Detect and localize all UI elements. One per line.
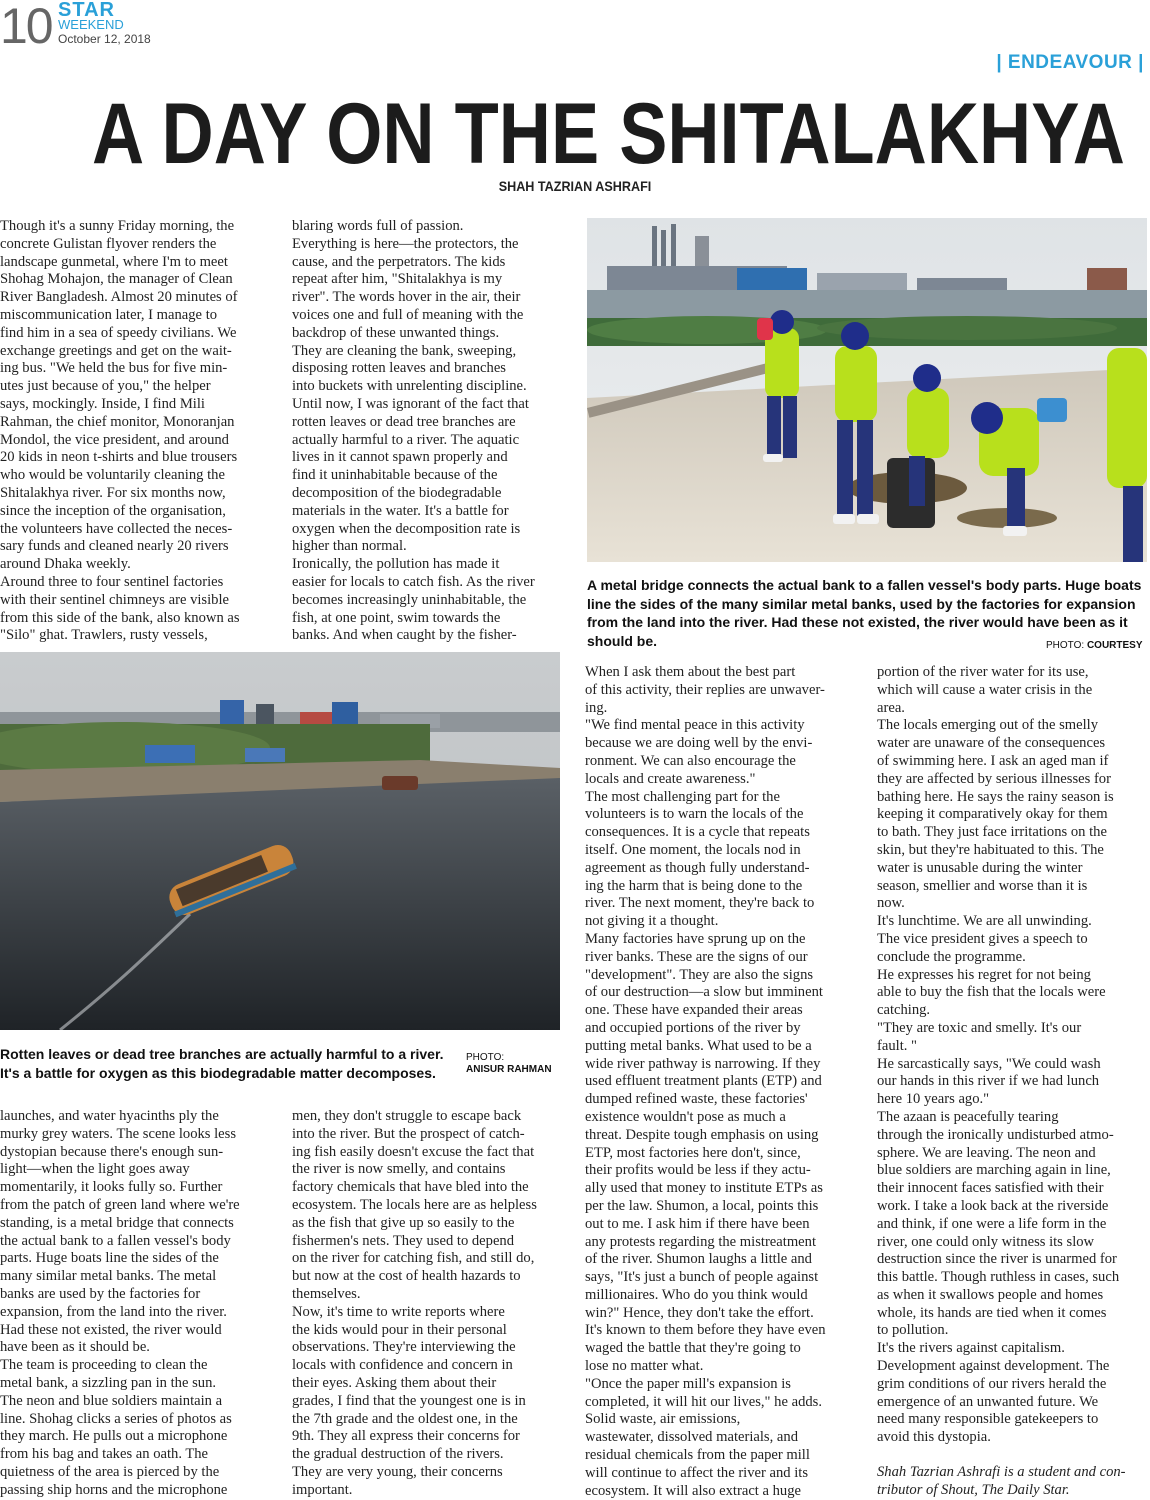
top-photo-caption: A metal bridge connects the actual bank to a fallen vessel's body parts. Huge boats line the sides of the many similar metal banks, used by the factories for expansion from the land into the river. Had these not existed, the river would have been as it should be. <box>587 577 1142 649</box>
brand-subtitle: WEEKEND <box>58 17 124 32</box>
publication-brand <box>58 0 151 45</box>
byline: SHAH TAZRIAN ASHRAFI <box>498 178 652 194</box>
river-photo-illustration <box>0 652 560 1030</box>
author-bio: Shah Tazrian Ashrafi is a student and con- tributor of Shout, The Daily Star. <box>877 1464 1126 1498</box>
river-photo-credit-label: PHOTO: <box>466 1052 505 1063</box>
brand-name: STAR <box>58 0 115 21</box>
section-label: | ENDEAVOUR | <box>996 52 1144 73</box>
river-boat-photo <box>0 652 560 1030</box>
top-photo-credit-name: COURTESY <box>1086 640 1143 651</box>
river-photo-caption: Rotten leaves or dead tree branches are actually harmful to a river. It's a battle for oxygen as this biodegradable matter decomposes. <box>0 1046 444 1081</box>
page-number: 10 <box>0 0 52 54</box>
article-column-3: When I ask them about the best part of this activity, their replies are unwaver- ing. "We find mental peace in this activity because we are doing well by the envi- ronment. We can also encourage the locals and create awareness." The most challenging part for the volunteers is to warn the locals of the consequences. It is a cycle that repeats itself. One moment, the locals nod in agreement as though fully understand- ing the harm that is being done to the river. The next moment, they're back to not giving it a thought. Many factories have sprung up on the river banks. These are the signs of our "development". They are also the signs of our destruction—a slow but imminent one. These have expanded their areas and occupied portions of the river by putting metal banks. What used to be a wide river pathway is narrowing. If they used effluent treatment plants (ETP) and dumped refined waste, these factories' existence wouldn't pose as much a threat. Despite tough emphasis on using ETP, most factories here don't, since, their profits would be less if they actu- ally used that money to institute ETPs as per the law. Shumon, a local, points this out to me. I ask him if there have been any protests regarding the mistreatment of the river. Shumon laughs a little and says, "It's just a bunch of people against millionaires. Who do you think would win?" Hence, they don't take the effort. It's known to them before they have even waged the battle that they're going to lose no matter what. "Once the paper mill's expansion is completed, it will hit our lives," he adds. Solid waste, air emissions, wastewater, dissolved materials, and residual chemicals from the paper mill will continue to affect the river and its ecosystem. It will also extract a huge <box>585 664 826 1499</box>
volunteers-photo-illustration <box>587 218 1147 562</box>
issue-date: October 12, 2018 <box>58 32 151 46</box>
article-column-1-bottom: launches, and water hyacinths ply the murky grey waters. The scene looks less dystopian because there's enough sun- light—when the light goes away momentarily, it looks fully so. Further from the patch of green land where we're standing, is a metal bridge that connects the actual bank to a fallen vessel's body parts. Huge boats line the sides of the many similar metal banks. The metal banks are used by the factories for expansion, from the land into the river. Had these not existed, the river would have been as it should be. The team is proceeding to clean the metal bank, a sizzling pan in the sun. The neon and blue soldiers maintain a line. Shohag clicks a series of photos as they march. He pulls out a microphone from his bag and takes an oath. The quietness of the area is pierced by the passing ship horns and the microphone <box>0 1108 240 1498</box>
river-photo-credit <box>466 1052 552 1076</box>
top-photo-credit <box>1046 640 1143 652</box>
article-column-2-bottom: men, they don't struggle to escape back into the river. But the prospect of catch- ing fish easily doesn't excuse the fact that the river is now smelly, and contains factory chemicals that have bled into the ecosystem. The locals here are as helpless as the fish that give up so easily to the fishermen's nets. They used to depend on the river for catching fish, and still do, but now at the cost of health hazards to themselves. Now, it's time to write reports where the kids would pour in their personal observations. They're interviewing the locals with confidence and concern in their eyes. Asking them about their grades, I find that the youngest one is in the 7th grade and the oldest one, in the 9th. They all express their concerns for the gradual destruction of the rivers. They are very young, their concerns important. <box>292 1108 537 1498</box>
headline: A DAY ON THE SHITALAKHYA <box>92 86 1125 182</box>
river-photo-credit-name: ANISUR RAHMAN <box>466 1064 552 1075</box>
top-photo-credit-label: PHOTO: <box>1046 640 1085 651</box>
article-column-4: portion of the river water for its use, which will cause a water crisis in the area. The locals emerging out of the smelly water are unaware of the consequences of swimming here. I ask an aged man if they are affected by serious illnesses for bathing here. He says the rainy season is keeping it comparatively okay for them to bath. They just face irritations on the skin, but they're habituated to this. The water is unusable during the winter season, smellier and worse than it is now. It's lunchtime. We are all unwinding. The vice president gives a speech to conclude the programme. He expresses his regret for not being able to buy the fish that the locals were catching. "They are toxic and smelly. It's our fault. " He sarcastically says, "We could wash our hands in this river if we had lunch here 10 years ago." The azaan is peacefully tearing through the ironically undisturbed atmo- sphere. We are leaving. The neon and blue soldiers are marching again in line, their innocent faces satisfied with their work. I take a look back at the riverside and think, if one were a life form in the river, one could only witness its slow destruction since the river is unarmed for this battle. Though ruthless in cases, such as when it swallows people and homes whole, its hands are tied when it comes to pollution. It's the rivers against capitalism. Development against development. The grim conditions of our rivers herald the emergence of an unwanted future. We need many responsible gatekeepers to avoid this dystopia. <box>877 664 1120 1446</box>
article-column-2-top: blaring words full of passion. Everything is here—the protectors, the cause, and the perpetrators. The kids repeat after him, "Shitalakhya is my river". The words hover in the air, their voices one and full of meaning with the backdrop of these unwanted things. They are cleaning the bank, sweeping, disposing rotten leaves and branches into buckets with unrelenting discipline. Until now, I was ignorant of the fact that rotten leaves or dead tree branches are actually harmful to a river. The aquatic lives in it cannot spawn properly and find it uninhabitable because of the decomposition of the biodegradable materials in the water. It's a battle for oxygen when the decomposition rate is higher than normal. Ironically, the pollution has made it easier for locals to catch fish. As the river becomes increasingly uninhabitable, the fish, at one point, swim towards the banks. And when caught by the fisher- <box>292 218 535 644</box>
article-column-1-top: Though it's a sunny Friday morning, the concrete Gulistan flyover renders the landscape gunmetal, where I'm to meet Shohag Mohajon, the manager of Clean River Bangladesh. Almost 20 minutes of miscommunication later, I manage to find him in a sea of speedy civilians. We exchange greetings and get on the wait- ing bus. "We held the bus for five min- utes just because of you," the helper says, mockingly. Inside, I find Mili Rahman, the chief monitor, Monoranjan Mondol, the vice president, and around 20 kids in neon t-shirts and blue trousers who would be voluntarily cleaning the Shitalakhya river. For six months now, since the inception of the organisation, the volunteers have collected the neces- sary funds and cleaned nearly 20 rivers around Dhaka weekly. Around three to four sentinel factories with their sentinel chimneys are visible from this side of the bank, also known as "Silo" ghat. Trawlers, rusty vessels, <box>0 218 240 644</box>
volunteers-cleaning-photo <box>587 218 1147 562</box>
